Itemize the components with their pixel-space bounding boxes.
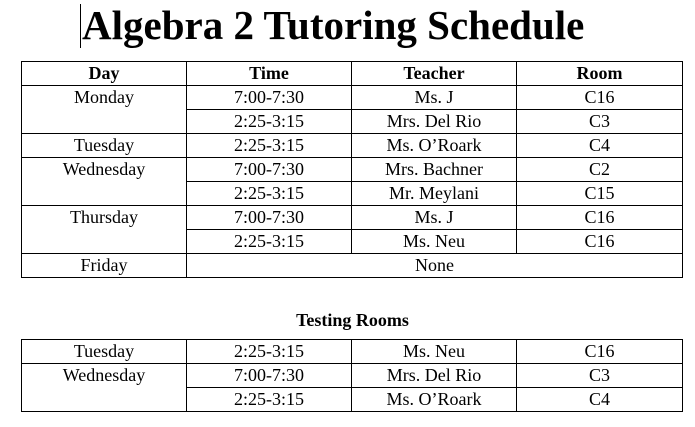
table-row <box>22 134 683 158</box>
teacher-cell: Ms. J <box>352 206 517 230</box>
room-cell: C3 <box>517 364 683 388</box>
table-row <box>22 86 683 110</box>
teacher-cell: Ms. J <box>352 86 517 110</box>
header-room: Room <box>517 62 683 86</box>
document-title: Algebra 2 Tutoring Schedule <box>82 2 585 48</box>
room-cell: C3 <box>517 110 683 134</box>
header-time: Time <box>187 62 352 86</box>
header-day: Day <box>22 62 187 86</box>
table-header-row <box>22 62 683 86</box>
room-cell: C16 <box>517 86 683 110</box>
table-row <box>22 364 683 388</box>
table-row <box>22 254 683 278</box>
time-cell: 2:25-3:15 <box>187 182 352 206</box>
teacher-cell: Mrs. Del Rio <box>352 364 517 388</box>
day-cell-thursday: Thursday <box>22 206 187 254</box>
time-cell: 7:00-7:30 <box>187 364 352 388</box>
day-cell-friday: Friday <box>22 254 187 278</box>
friday-none-cell: None <box>187 254 683 278</box>
day-cell-wednesday: Wednesday <box>22 364 187 412</box>
testing-rooms-table <box>21 339 683 412</box>
header-teacher: Teacher <box>352 62 517 86</box>
teacher-cell: Mr. Meylani <box>352 182 517 206</box>
teacher-cell: Mrs. Del Rio <box>352 110 517 134</box>
time-cell: 2:25-3:15 <box>187 134 352 158</box>
teacher-cell: Ms. Neu <box>352 230 517 254</box>
time-cell: 2:25-3:15 <box>187 110 352 134</box>
table-row <box>22 340 683 364</box>
time-cell: 2:25-3:15 <box>187 388 352 412</box>
room-cell: C2 <box>517 158 683 182</box>
teacher-cell: Mrs. Bachner <box>352 158 517 182</box>
day-cell-tuesday: Tuesday <box>22 340 187 364</box>
room-cell: C4 <box>517 134 683 158</box>
time-cell: 2:25-3:15 <box>187 230 352 254</box>
tutoring-schedule-table <box>21 61 683 278</box>
room-cell: C16 <box>517 230 683 254</box>
teacher-cell: Ms. Neu <box>352 340 517 364</box>
day-cell-monday: Monday <box>22 86 187 134</box>
room-cell: C4 <box>517 388 683 412</box>
room-cell: C15 <box>517 182 683 206</box>
teacher-cell: Ms. O’Roark <box>352 388 517 412</box>
day-cell-wednesday: Wednesday <box>22 158 187 206</box>
text-cursor <box>80 4 81 48</box>
time-cell: 7:00-7:30 <box>187 158 352 182</box>
testing-rooms-title: Testing Rooms <box>296 310 409 330</box>
room-cell: C16 <box>517 340 683 364</box>
table-row <box>22 206 683 230</box>
time-cell: 7:00-7:30 <box>187 206 352 230</box>
table-row <box>22 158 683 182</box>
teacher-cell: Ms. O’Roark <box>352 134 517 158</box>
time-cell: 2:25-3:15 <box>187 340 352 364</box>
time-cell: 7:00-7:30 <box>187 86 352 110</box>
room-cell: C16 <box>517 206 683 230</box>
day-cell-tuesday: Tuesday <box>22 134 187 158</box>
